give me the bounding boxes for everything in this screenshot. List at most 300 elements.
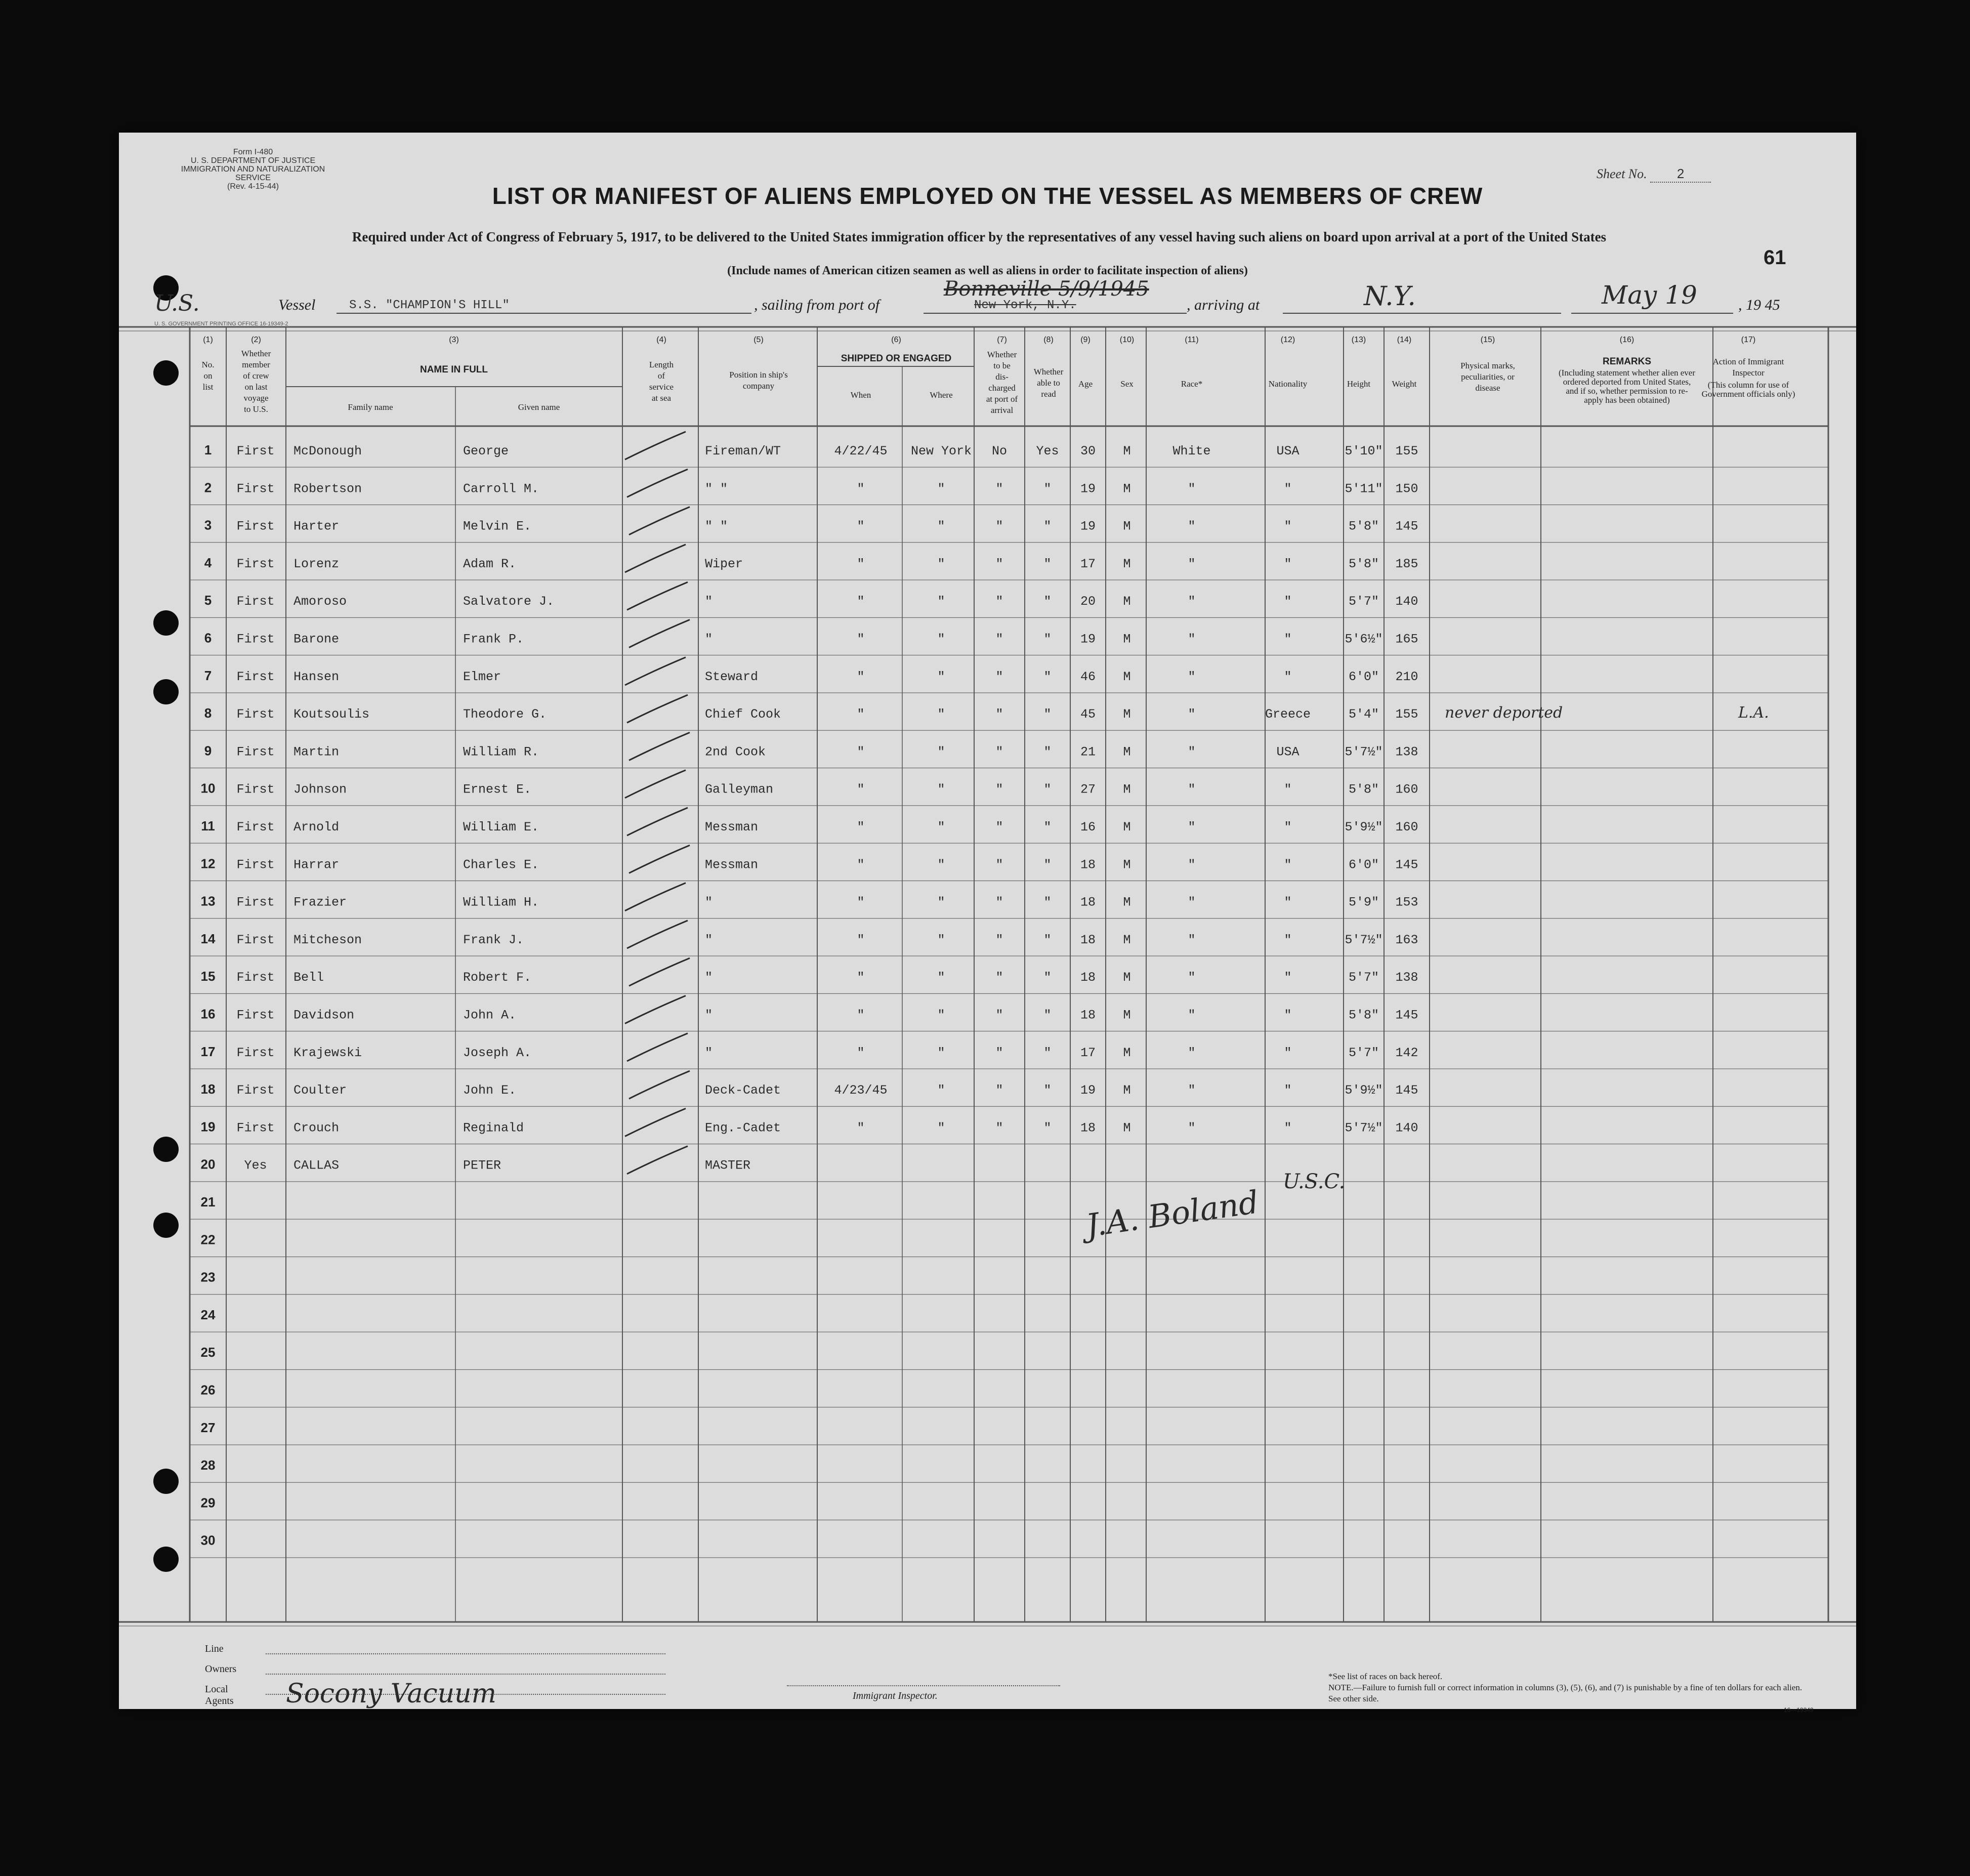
row-number: 5 xyxy=(204,593,212,608)
column-header-shipped: SHIPPED OR ENGAGED xyxy=(841,353,952,364)
column-header-c4: of xyxy=(657,371,665,381)
row-number: 6 xyxy=(204,630,212,646)
column-header-remarks-sub: and if so, whether permission to re- xyxy=(1566,386,1688,396)
cell-discharged: " xyxy=(995,481,1003,496)
cell-when: " xyxy=(857,932,865,947)
cell-given: Theodore G. xyxy=(463,707,547,722)
cell-given: Joseph A. xyxy=(463,1045,532,1060)
cell-where: " xyxy=(937,744,945,760)
row-number: 11 xyxy=(201,818,215,833)
cell-sex: M xyxy=(1123,1008,1131,1023)
page-title: LIST OR MANIFEST OF ALIENS EMPLOYED ON THE VESSEL AS MEMBERS OF CREW xyxy=(492,183,1483,209)
service-checkmark xyxy=(627,695,688,723)
cell-read: " xyxy=(1043,1120,1052,1136)
column-header-c4: at sea xyxy=(651,393,672,403)
cell-read: " xyxy=(1043,707,1052,722)
column-header-c5: company xyxy=(742,381,775,391)
cell-voyage: First xyxy=(236,820,275,835)
cell-inspector-action: L.A. xyxy=(1738,704,1769,722)
cell-where: " xyxy=(937,632,945,647)
cell-when: " xyxy=(857,895,865,910)
cell-weight: 145 xyxy=(1395,1083,1418,1098)
cell-sex: M xyxy=(1123,1083,1131,1098)
cell-discharged: " xyxy=(995,1083,1003,1098)
cell-read: " xyxy=(1043,519,1052,534)
cell-weight: 140 xyxy=(1395,1120,1418,1136)
column-header-c17: Action of Immigrant xyxy=(1712,357,1784,366)
cell-race: White xyxy=(1172,444,1211,458)
cell-given: William H. xyxy=(463,895,539,910)
cell-where: " xyxy=(937,556,945,571)
cell-given: PETER xyxy=(463,1158,501,1173)
cell-age: 19 xyxy=(1080,481,1096,496)
row-number: 10 xyxy=(200,780,216,796)
cell-nationality: " xyxy=(1284,820,1292,835)
cell-read: Yes xyxy=(1036,444,1059,458)
service-checkmark xyxy=(627,921,688,948)
cell-sex: M xyxy=(1123,519,1131,534)
cell-voyage: Yes xyxy=(244,1158,267,1173)
cell-discharged: " xyxy=(995,707,1003,722)
cell-sex: M xyxy=(1123,481,1131,496)
column-header-c7: Whether xyxy=(987,350,1017,359)
cell-position: " xyxy=(705,1045,713,1060)
cell-given: Melvin E. xyxy=(463,519,532,534)
cell-where: " xyxy=(937,820,945,835)
cell-race: " xyxy=(1188,556,1196,571)
cell-height: 5'9½" xyxy=(1345,1083,1383,1098)
cell-position: " " xyxy=(705,481,728,496)
cell-nationality: " xyxy=(1284,782,1292,797)
service-checkmark xyxy=(627,1146,688,1174)
cell-read: " xyxy=(1043,1008,1052,1023)
cell-nationality: " xyxy=(1284,1008,1292,1023)
cell-age: 20 xyxy=(1080,594,1096,609)
cell-nationality: " xyxy=(1284,632,1292,647)
cell-read: " xyxy=(1043,594,1052,609)
row-number: 19 xyxy=(200,1119,216,1135)
owners-label: Owners xyxy=(205,1663,237,1675)
cell-where: " xyxy=(937,519,945,534)
cell-when: " xyxy=(857,1045,865,1060)
cell-discharged: " xyxy=(995,1120,1003,1136)
column-header-sex: Sex xyxy=(1120,379,1134,389)
cell-read: " xyxy=(1043,820,1052,835)
cell-discharged: " xyxy=(995,782,1003,797)
cell-when: " xyxy=(857,707,865,722)
service-checkmark xyxy=(627,1033,688,1061)
cell-age: 30 xyxy=(1080,444,1096,458)
footer-notes xyxy=(1328,1671,1814,1704)
column-number: (12) xyxy=(1280,336,1295,344)
column-number: (17) xyxy=(1741,336,1756,344)
cell-weight: 145 xyxy=(1395,519,1418,534)
cell-race: " xyxy=(1188,782,1196,797)
column-header-c8: able to xyxy=(1037,378,1060,388)
cell-height: 5'7" xyxy=(1348,1045,1379,1060)
cell-where: " xyxy=(937,594,945,609)
cell-weight: 160 xyxy=(1395,782,1418,797)
printer-imprint: U. S. GOVERNMENT PRINTING OFFICE 16-19349-2 xyxy=(154,321,288,327)
column-number: (14) xyxy=(1397,336,1412,344)
row-number: 29 xyxy=(200,1495,216,1511)
cell-read: " xyxy=(1043,857,1052,872)
cell-discharged: " xyxy=(995,1008,1003,1023)
departure-port-typed: New York, N.Y. xyxy=(974,299,1076,312)
column-number: (3) xyxy=(449,336,459,344)
cell-position: MASTER xyxy=(705,1158,751,1173)
cell-voyage: First xyxy=(236,1120,275,1136)
column-header-c2: Whether xyxy=(241,349,271,358)
row-number: 30 xyxy=(200,1532,216,1548)
cell-race: " xyxy=(1188,970,1196,985)
cell-height: 5'9" xyxy=(1348,895,1379,910)
cell-race: " xyxy=(1188,1120,1196,1136)
cell-voyage: First xyxy=(236,932,275,947)
cell-discharged: " xyxy=(995,895,1003,910)
cell-age: 19 xyxy=(1080,632,1096,647)
cell-nationality: " xyxy=(1284,519,1292,534)
cell-position: Chief Cook xyxy=(705,707,781,722)
row-number: 2 xyxy=(204,480,212,495)
service-checkmark xyxy=(625,883,686,911)
cell-height: 5'11" xyxy=(1345,481,1383,496)
inspector-signature: J.A. Boland xyxy=(1083,1183,1261,1244)
cell-nationality: USA xyxy=(1276,744,1300,760)
cell-discharged: " xyxy=(995,556,1003,571)
cell-family: Harter xyxy=(294,519,340,534)
cell-voyage: First xyxy=(236,594,275,609)
cell-where: " xyxy=(937,481,945,496)
column-header-c1: on xyxy=(203,371,213,381)
column-number: (15) xyxy=(1480,336,1495,344)
cell-discharged: " xyxy=(995,744,1003,760)
cell-height: 5'6½" xyxy=(1345,632,1383,647)
cell-voyage: First xyxy=(236,632,275,647)
cell-sex: M xyxy=(1123,1045,1131,1060)
service-checkmark xyxy=(629,507,690,535)
cell-where: New York xyxy=(910,444,972,458)
cell-height: 6'0" xyxy=(1348,669,1379,684)
service-checkmark xyxy=(625,432,686,460)
sheet-number-value: 2 xyxy=(1650,166,1711,183)
cell-sex: M xyxy=(1123,932,1131,947)
revision-date: (Rev. 4-15-44) xyxy=(227,182,279,191)
row-number: 22 xyxy=(200,1232,216,1247)
cell-age: 19 xyxy=(1080,519,1096,534)
cell-nationality: " xyxy=(1284,932,1292,947)
cell-weight: 138 xyxy=(1395,744,1418,760)
arrival-date-handwritten: May 19 xyxy=(1602,280,1697,310)
cell-read: " xyxy=(1043,1083,1052,1098)
cell-discharged: " xyxy=(995,632,1003,647)
column-header-race: Race* xyxy=(1181,379,1203,389)
cell-sex: M xyxy=(1123,707,1131,722)
column-header-c7: arrival xyxy=(990,405,1014,415)
column-header-c2: on last xyxy=(244,382,268,392)
column-header-height: Height xyxy=(1347,379,1371,389)
cell-when: " xyxy=(857,1008,865,1023)
column-header-remarks-sub: (Including statement whether alien ever xyxy=(1559,368,1695,378)
cell-given: Frank J. xyxy=(463,932,524,947)
service-checkmark xyxy=(625,657,686,685)
cell-when: " xyxy=(857,594,865,609)
cell-read: " xyxy=(1043,481,1052,496)
cell-read: " xyxy=(1043,1045,1052,1060)
service-checkmark xyxy=(629,732,690,760)
arrival-port-handwritten: N.Y. xyxy=(1364,281,1416,312)
cell-voyage: First xyxy=(236,970,275,985)
cell-discharged: " xyxy=(995,970,1003,985)
row-number: 16 xyxy=(200,1006,216,1022)
cell-race: " xyxy=(1188,632,1196,647)
cell-when: " xyxy=(857,481,865,496)
cell-voyage: First xyxy=(236,669,275,684)
local-agents-label: Local Agents xyxy=(205,1684,234,1706)
cell-position: " xyxy=(705,970,713,985)
cell-nationality: " xyxy=(1284,970,1292,985)
service-checkmark xyxy=(625,545,686,572)
column-header-c7: to be xyxy=(993,361,1011,370)
cell-race: " xyxy=(1188,594,1196,609)
column-number: (1) xyxy=(203,336,213,344)
row-number: 20 xyxy=(200,1156,216,1172)
cell-weight: 145 xyxy=(1395,1008,1418,1023)
cell-given: John E. xyxy=(463,1083,517,1098)
cell-given: George xyxy=(463,444,509,458)
departure-port-handwritten: Bonneville 5/9/1945 xyxy=(944,277,1149,301)
cell-age: 18 xyxy=(1080,1120,1096,1136)
cell-race: " xyxy=(1188,744,1196,760)
cell-when: 4/23/45 xyxy=(834,1083,888,1098)
column-header-age: Age xyxy=(1078,379,1093,389)
cell-race: " xyxy=(1188,519,1196,534)
cell-height: 6'0" xyxy=(1348,857,1379,872)
column-header-c7: at port of xyxy=(986,394,1018,404)
penalty-note: NOTE.—Failure to furnish full or correct information in columns (3), (5), (6), and (7) is punishable by a fine of ten dollars for each alien. See other side. xyxy=(1328,1683,1803,1703)
cell-where: " xyxy=(937,1008,945,1023)
cell-race: " xyxy=(1188,820,1196,835)
cell-age: 17 xyxy=(1080,1045,1096,1060)
cell-sex: M xyxy=(1123,556,1131,571)
cell-given: Carroll M. xyxy=(463,481,539,496)
line-label: Line xyxy=(205,1643,224,1654)
row-number: 15 xyxy=(200,969,216,984)
cell-where: " xyxy=(937,932,945,947)
row-number: 4 xyxy=(204,555,212,570)
column-number: (11) xyxy=(1185,336,1199,344)
cell-sex: M xyxy=(1123,444,1131,458)
cell-where: " xyxy=(937,857,945,872)
cell-height: 5'4" xyxy=(1348,707,1379,722)
column-header-c2: member xyxy=(242,360,270,369)
column-header-c15: peculiarities, or xyxy=(1461,372,1515,382)
cell-family: Krajewski xyxy=(294,1045,362,1060)
cell-position: Fireman/WT xyxy=(705,444,781,458)
column-header-c4: service xyxy=(649,382,674,392)
cell-weight: 145 xyxy=(1395,857,1418,872)
cell-voyage: First xyxy=(236,895,275,910)
cell-race: " xyxy=(1188,857,1196,872)
row-number: 21 xyxy=(200,1194,216,1210)
column-header-c17: Inspector xyxy=(1732,368,1765,378)
service-checkmark xyxy=(627,469,688,497)
cell-position: Deck-Cadet xyxy=(705,1083,781,1098)
cell-position: 2nd Cook xyxy=(705,744,766,760)
service-checkmark xyxy=(625,996,686,1024)
row-number: 7 xyxy=(204,668,212,683)
cell-when: " xyxy=(857,820,865,835)
cell-nationality: USA xyxy=(1276,444,1300,458)
cell-where: " xyxy=(937,782,945,797)
cell-position: Eng.-Cadet xyxy=(705,1120,781,1136)
cell-height: 5'8" xyxy=(1348,782,1379,797)
cell-family: Davidson xyxy=(294,1008,355,1023)
instruction-note: (Include names of American citizen seamen as well as aliens in order to facilitate inspection of aliens) xyxy=(727,264,1248,277)
cell-nationality: " xyxy=(1284,481,1292,496)
cell-position: " xyxy=(705,932,713,947)
column-header-family-name: Family name xyxy=(348,402,393,412)
cell-family: Bell xyxy=(294,970,324,985)
column-header-name: NAME IN FULL xyxy=(420,364,488,375)
cell-discharged: " xyxy=(995,519,1003,534)
cell-weight: 210 xyxy=(1395,669,1418,684)
column-number: (5) xyxy=(753,336,764,344)
row-number: 28 xyxy=(200,1457,216,1473)
inspector-signature-line xyxy=(787,1685,1060,1686)
service-checkmark xyxy=(625,770,686,798)
cell-nationality: " xyxy=(1284,1045,1292,1060)
cell-discharged: " xyxy=(995,1045,1003,1060)
column-header-c15: disease xyxy=(1475,383,1500,393)
column-header-c2: voyage xyxy=(243,393,269,403)
cell-voyage: First xyxy=(236,857,275,872)
cell-age: 18 xyxy=(1080,857,1096,872)
column-header-remarks-sub: ordered deported from United States, xyxy=(1563,377,1691,387)
cell-position: Wiper xyxy=(705,556,743,571)
service-checkmark xyxy=(629,620,690,648)
cell-when: " xyxy=(857,632,865,647)
column-header-action-sub: Government officials only) xyxy=(1701,389,1795,399)
cell-sex: M xyxy=(1123,820,1131,835)
cell-voyage: First xyxy=(236,1045,275,1060)
cell-when: " xyxy=(857,556,865,571)
cell-nationality: " xyxy=(1284,857,1292,872)
cell-given: John A. xyxy=(463,1008,517,1023)
cell-nationality: " xyxy=(1284,895,1292,910)
cell-age: 45 xyxy=(1080,707,1096,722)
cell-race: " xyxy=(1188,1083,1196,1098)
cell-where: " xyxy=(937,1083,945,1098)
column-header-remarks: REMARKS xyxy=(1602,356,1652,367)
cell-given: Frank P. xyxy=(463,632,524,647)
cell-given: Ernest E. xyxy=(463,782,532,797)
cell-physical-marks: never deported xyxy=(1445,704,1563,722)
cell-weight: 150 xyxy=(1395,481,1418,496)
cell-position: Steward xyxy=(705,669,759,684)
service-checkmark xyxy=(629,1071,690,1099)
cell-family: Robertson xyxy=(294,481,362,496)
cell-weight: 155 xyxy=(1395,707,1418,722)
column-header-given-name: Given name xyxy=(518,402,560,412)
cell-read: " xyxy=(1043,744,1052,760)
column-header-c8: read xyxy=(1041,389,1056,399)
column-header-action-sub: (This column for use of xyxy=(1707,380,1789,390)
column-number: (10) xyxy=(1119,336,1135,344)
cell-nationality: " xyxy=(1284,594,1292,609)
cell-voyage: First xyxy=(236,1008,275,1023)
row-number: 27 xyxy=(200,1420,216,1435)
cell-where: " xyxy=(937,707,945,722)
cell-position: " xyxy=(705,632,713,647)
local-agents-handwritten: Socony Vacuum xyxy=(286,1679,496,1709)
cell-when: " xyxy=(857,519,865,534)
cell-family: Harrar xyxy=(294,857,340,872)
cell-family: McDonough xyxy=(294,444,362,458)
cell-discharged: " xyxy=(995,594,1003,609)
cell-weight: 160 xyxy=(1395,820,1418,835)
cell-age: 46 xyxy=(1080,669,1096,684)
column-header-c5: Position in ship's xyxy=(729,370,788,380)
row-number: 17 xyxy=(200,1044,216,1059)
cell-nationality: " xyxy=(1284,1083,1292,1098)
cell-position: " xyxy=(705,594,713,609)
arrival-year: , 19 45 xyxy=(1738,297,1780,313)
cell-where: " xyxy=(937,895,945,910)
cell-where: " xyxy=(937,1120,945,1136)
cell-height: 5'9½" xyxy=(1345,820,1383,835)
cell-height: 5'7" xyxy=(1348,970,1379,985)
cell-discharged: No xyxy=(991,444,1008,458)
vessel-prefix-handwritten: U.S. xyxy=(154,290,200,316)
page-subtitle: Required under Act of Congress of February 5, 1917, to be delivered to the United States immigration officer by the representatives of any vessel having such aliens on board upon arrival at a port of the United States xyxy=(352,229,1607,244)
cell-sex: M xyxy=(1123,857,1131,872)
cell-given: William E. xyxy=(463,820,539,835)
cell-race: " xyxy=(1188,932,1196,947)
cell-voyage: First xyxy=(236,707,275,722)
form-number: Form I-480 xyxy=(233,148,273,156)
cell-read: " xyxy=(1043,632,1052,647)
cell-weight: 185 xyxy=(1395,556,1418,571)
row-number: 1 xyxy=(204,442,212,457)
service-checkmark xyxy=(629,845,690,873)
column-number: (7) xyxy=(997,336,1007,344)
service-checkmark xyxy=(627,808,688,836)
cell-when: " xyxy=(857,970,865,985)
cell-weight: 155 xyxy=(1395,444,1418,458)
cell-family: Martin xyxy=(294,744,340,760)
cell-age: 27 xyxy=(1080,782,1096,797)
cell-position: " xyxy=(705,895,713,910)
row-number: 8 xyxy=(204,705,212,721)
cell-race: " xyxy=(1188,1045,1196,1060)
cell-sex: M xyxy=(1123,594,1131,609)
cell-discharged: " xyxy=(995,932,1003,947)
cell-family: Lorenz xyxy=(294,556,340,571)
cell-race: " xyxy=(1188,669,1196,684)
row-number: 25 xyxy=(200,1345,216,1360)
cell-height: 5'8" xyxy=(1348,1008,1379,1023)
cell-weight: 153 xyxy=(1395,895,1418,910)
column-header-c8: Whether xyxy=(1033,367,1064,377)
cell-sex: M xyxy=(1123,632,1131,647)
cell-discharged: " xyxy=(995,820,1003,835)
cell-family: Barone xyxy=(294,632,340,647)
service-name: IMMIGRATION AND NATURALIZATION SERVICE xyxy=(181,165,325,182)
cell-family: CALLAS xyxy=(294,1158,340,1173)
service-checkmark xyxy=(625,1108,686,1136)
cell-sex: M xyxy=(1123,1120,1131,1136)
